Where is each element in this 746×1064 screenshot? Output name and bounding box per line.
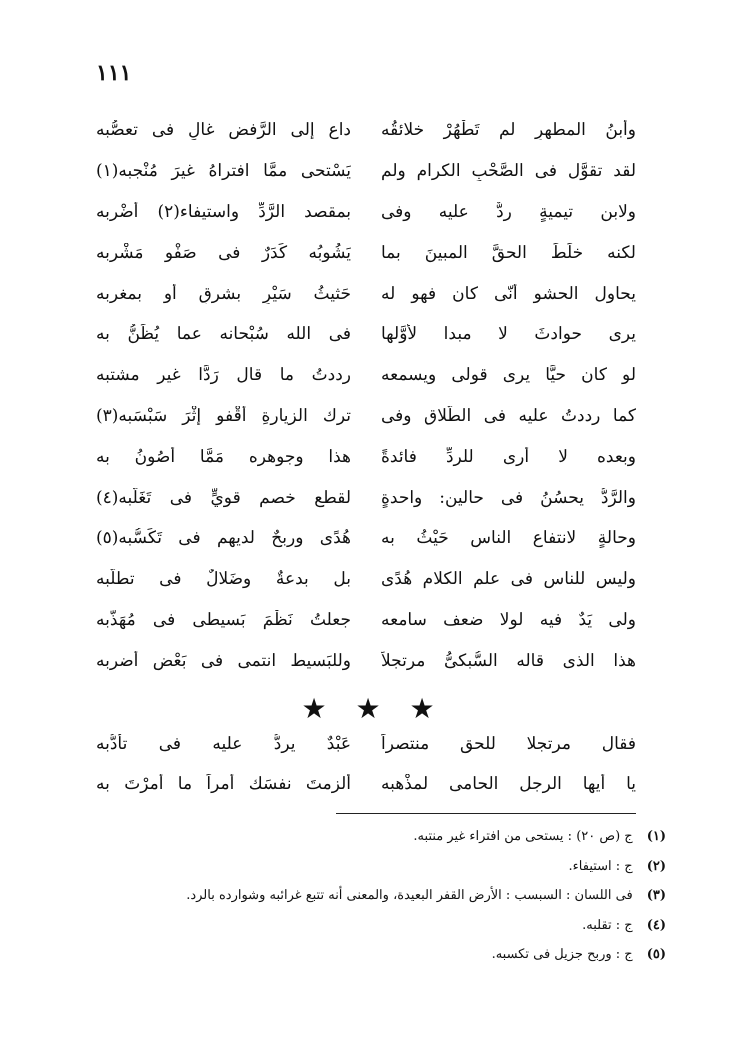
verse-line <box>96 600 636 641</box>
verse-line <box>96 559 636 600</box>
second-hemistich: يَسْتحى ممَّا افتراهُ غيرَ مُنْجبه(١) <box>96 161 351 182</box>
second-hemistich: جعلتُ نَظْمَ بَسيطى فى مُهَذَّبه <box>96 609 351 630</box>
second-hemistich: يَشُوبُه كَدَرٌ فى صَفْو مَشْربه <box>96 242 351 263</box>
poem-response <box>96 724 636 804</box>
verse-line <box>96 355 636 396</box>
first-hemistich: يحاول الحشو أنّى كان فهو له <box>381 283 636 304</box>
footnote-number: (١) <box>646 829 666 845</box>
footnote-number: (٢) <box>646 858 666 874</box>
first-hemistich: وأبنُ المطهرِ لم تَطْهُرْ خلائقُه <box>381 120 636 141</box>
verse-line <box>96 477 636 518</box>
page-number: ١١١ <box>96 60 132 86</box>
first-hemistich: وبعده لا أرى للردِّ فائدةً <box>381 446 636 467</box>
footnote-text: ج (ص ٢٠) : يستحى من افتراء غير منتبه. <box>413 829 633 845</box>
verse-line <box>96 151 636 192</box>
second-hemistich: ألزمتَ نفسَك أمراً ما أُمرْتَ به <box>96 774 351 794</box>
section-separator: ★ ★ ★ <box>301 692 445 725</box>
footnote-number: (٣) <box>646 888 666 904</box>
footnote <box>96 881 666 911</box>
first-hemistich: وليس للناس فى علم الكلام هُدًى <box>381 569 636 590</box>
first-hemistich: لكنه خلَطَ الحقَّ المبينَ بما <box>381 242 636 263</box>
verse-line <box>96 232 636 273</box>
footnotes <box>96 822 666 970</box>
second-hemistich: بل بدعةٌ وضَلالٌ فى تطلُّبه <box>96 569 351 590</box>
second-hemistich: فى الله سُبْحانه عما يُظَنُّ به <box>96 324 351 345</box>
footnote <box>96 940 666 970</box>
first-hemistich: يرى حوادثَ لا مبدا لأوَّلها <box>381 324 636 345</box>
footnote <box>96 822 666 852</box>
first-hemistich: لقد تقوَّل فى الصَّحْبِ الكرامِ ولم <box>381 161 636 182</box>
footnote <box>96 852 666 882</box>
first-hemistich: والرَّدُّ يحسُنُ فى حالين: واحدةٍ <box>381 487 636 508</box>
first-hemistich: فقال مرتجلا للحق منتصراً <box>381 734 636 754</box>
verse-line <box>96 396 636 437</box>
footnote-text: ج : تقلبه. <box>582 917 633 933</box>
verse-line <box>96 314 636 355</box>
first-hemistich: يا أيها الرجل الحامى لمذْهبه <box>381 774 636 794</box>
verse-line <box>96 640 636 681</box>
verse-line <box>96 724 636 764</box>
second-hemistich: ترك الزيارةِ أقْفو إثْرَ سَبْسَبه(٣) <box>96 405 351 426</box>
second-hemistich: هُدًى وربحٌ لديهم فى تَكَسُّبه(٥) <box>96 528 351 549</box>
footnote-number: (٤) <box>646 917 666 933</box>
footnote-text: فى اللسان : السبسب : الأرض القفر البعيدة، والمعنى أنه تتبع غرائبه وشوارده بالرد. <box>186 888 633 904</box>
first-hemistich: ولابن تيميةٍ ردٌّ عليه وفى <box>381 201 636 222</box>
first-hemistich: لو كان حيًّا يرى قولى ويسمعه <box>381 365 636 386</box>
verse-line <box>96 273 636 314</box>
footnote-text: ج : استيفاء. <box>568 858 633 874</box>
first-hemistich: كما رددتُ عليه فى الطَّلاق وفى <box>381 405 636 426</box>
footnote-divider <box>336 813 636 814</box>
first-hemistich: هذا الذى قاله السُّبكىُّ مرتجلاً <box>381 650 636 671</box>
poem-main <box>96 110 636 681</box>
footnote-text: ج : وربح جزيل فى تكسبه. <box>491 947 633 963</box>
second-hemistich: هذا وجوهره مَمَّا أصُونُ به <box>96 446 351 467</box>
footnote <box>96 911 666 941</box>
second-hemistich: بمقصد الرَّدِّ واستيفاء(٢) أضْربه <box>96 201 351 222</box>
second-hemistich: داعٍ إلى الرَّفضِ غالٍ فى تعصُّبه <box>96 120 351 141</box>
second-hemistich: وللبَسيط انتمى فى بَعْضِ أضربه <box>96 650 351 671</box>
footnote-number: (٥) <box>646 947 666 963</box>
verse-line <box>96 518 636 559</box>
verse-line <box>96 192 636 233</box>
verse-line <box>96 436 636 477</box>
second-hemistich: حَثيثُ سَيْرٍ بشرقٍ أو بمغربه <box>96 283 351 304</box>
second-hemistich: عَبْدٌ يردُّ عليه فى تأدُّبه <box>96 734 351 754</box>
first-hemistich: وحالةٍ لانتفاع الناس حَيْثُ به <box>381 528 636 549</box>
verse-line <box>96 764 636 804</box>
second-hemistich: لقطع خصمٍ قويٍّ فى تَغَلُّبه(٤) <box>96 487 351 508</box>
first-hemistich: ولى يَدٌ فيه لولا ضعف سامعه <box>381 609 636 630</box>
second-hemistich: رددتُ ما قال رَدًّا غير مشتبه <box>96 365 351 386</box>
verse-line <box>96 110 636 151</box>
